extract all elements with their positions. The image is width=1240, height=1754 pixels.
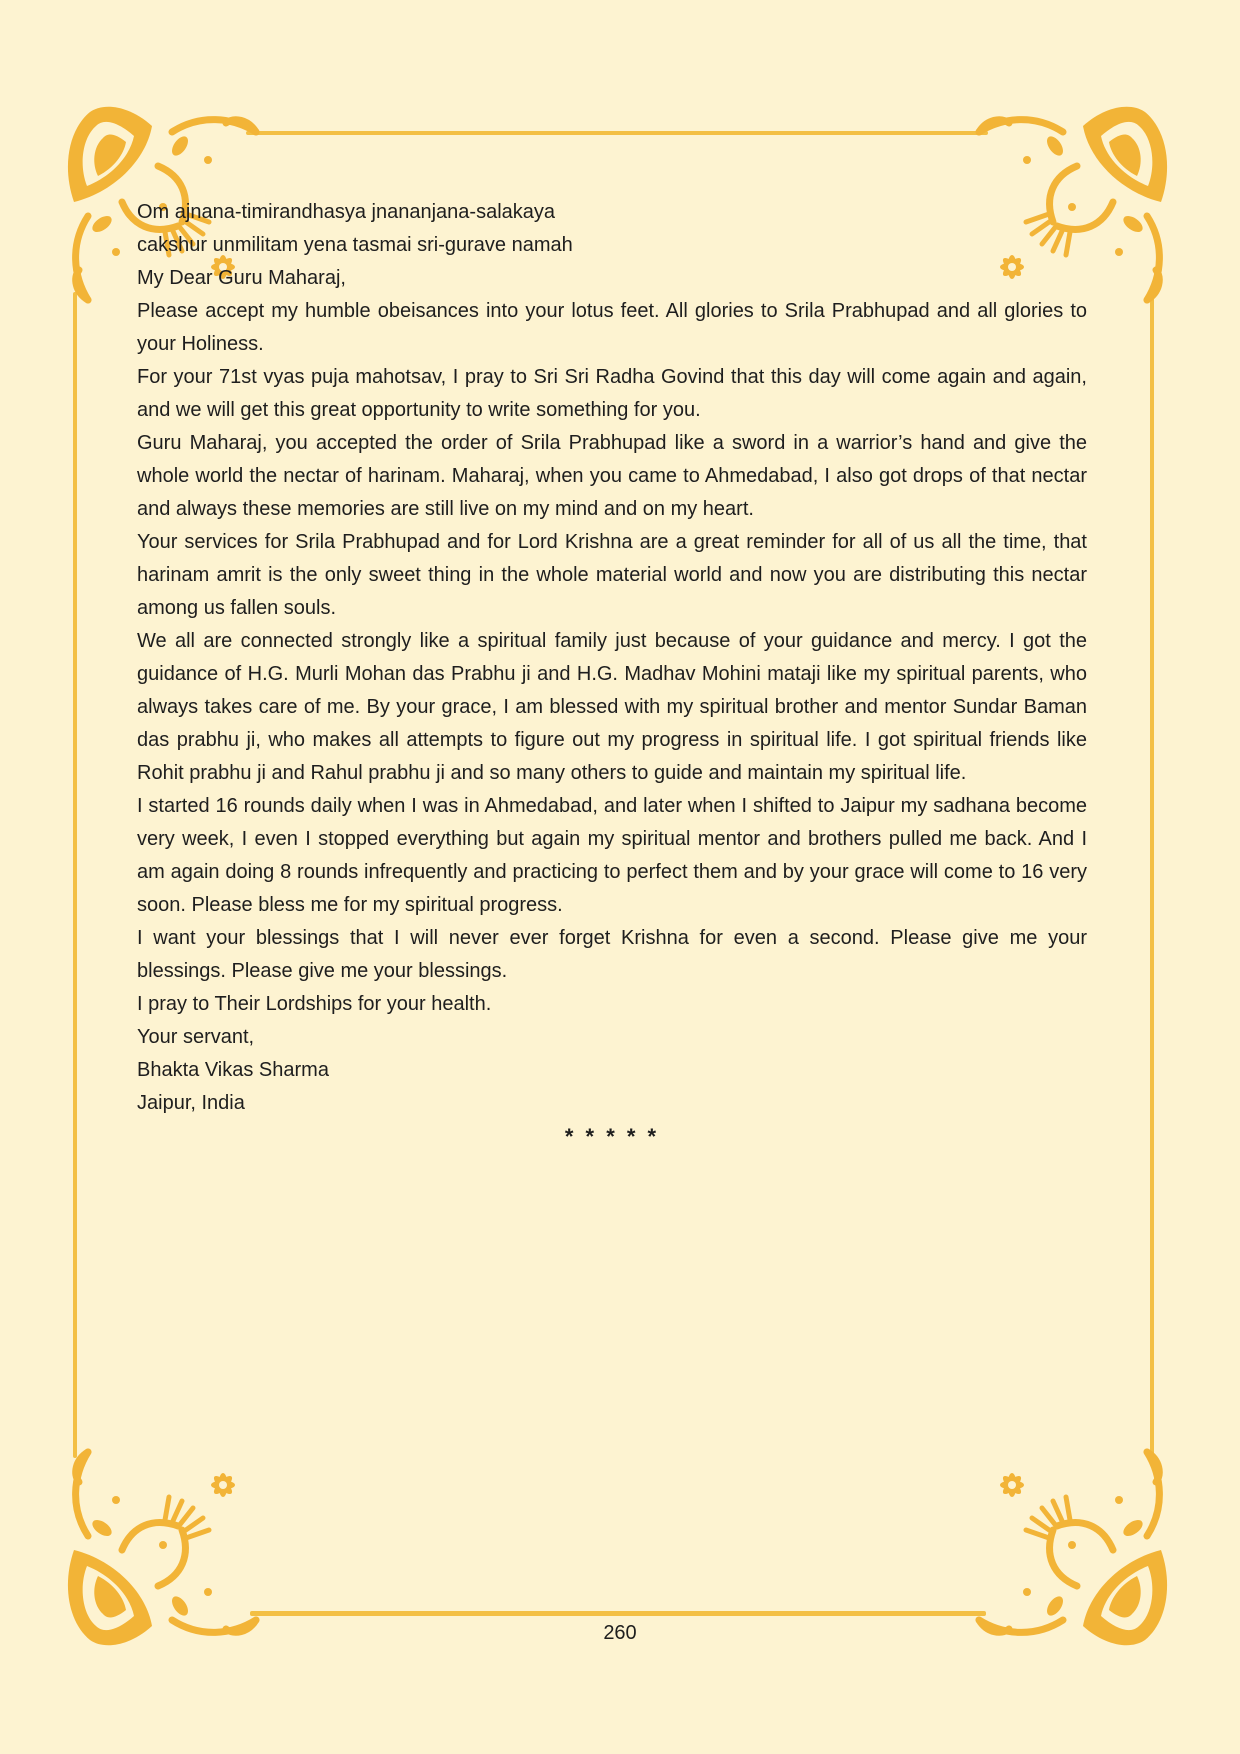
letter-body bbox=[137, 196, 1087, 1153]
letter-paragraph: For your 71st vyas puja mahotsav, I pray to Sri Sri Radha Govind that this day will come again and again, and we will get this great opportunity to write something for you. bbox=[137, 366, 1087, 421]
frame-rule-bottom bbox=[250, 1611, 986, 1616]
letter-paragraph: I started 16 rounds daily when I was in Ahmedabad, and later when I shifted to Jaipur my sadhana become very week, I even I stopped everything but again my spiritual mentor and brothers pulled me back. And I am again doing 8 rounds infrequently and practicing to perfect them and by your grace will come to 16 very soon. Please bless me for my spiritual progress. bbox=[137, 795, 1087, 916]
letter-paragraph: I pray to Their Lordships for your health. bbox=[137, 993, 492, 1015]
letter-paragraph: We all are connected strongly like a spiritual family just because of your guidance and mercy. I got the guidance of H.G. Murli Mohan das Prabhu ji and H.G. Madhav Mohini mataji like my spiritual parents, who always takes care of me. By your grace, I am blessed with my spiritual brother and mentor Sundar Baman das prabhu ji, who makes all attempts to figure out my progress in spiritual life. I got spiritual friends like Rohit prabhu ji and Rahul prabhu ji and so many others to guide and maintain my spiritual life. bbox=[137, 630, 1087, 784]
closing-line: Bhakta Vikas Sharma bbox=[137, 1059, 329, 1081]
closing-line: Your servant, bbox=[137, 1026, 255, 1048]
section-separator: * * * * * bbox=[564, 1124, 660, 1149]
letter-paragraph: I want your blessings that I will never ever forget Krishna for even a second. Please give me your blessings. Please give me your blessings. bbox=[137, 927, 1087, 982]
floral-corner-bottom-right-icon bbox=[970, 1443, 1175, 1648]
invocation-line: Om ajnana-timirandhasya jnananjana-salakaya bbox=[137, 201, 556, 223]
frame-rule-left bbox=[73, 292, 77, 1458]
letter-paragraph: Guru Maharaj, you accepted the order of Srila Prabhupad like a sword in a warrior’s hand and give the whole world the nectar of harinam. Maharaj, when you came to Ahmedabad, I also got drops of that nectar and always these memories are still live on my mind and on my heart. bbox=[137, 432, 1087, 520]
floral-corner-bottom-left-icon bbox=[60, 1443, 265, 1648]
letter-paragraph: Your services for Srila Prabhupad and for Lord Krishna are a great reminder for all of us all the time, that harinam amrit is the only sweet thing in the whole material world and now you are distributing this nectar among us fallen souls. bbox=[137, 531, 1087, 619]
invocation-line: cakshur unmilitam yena tasmai sri-gurave namah bbox=[137, 234, 573, 256]
frame-rule-top bbox=[246, 131, 988, 135]
salutation: My Dear Guru Maharaj, bbox=[137, 267, 346, 289]
frame-rule-right bbox=[1150, 292, 1154, 1458]
page-number: 260 bbox=[603, 1622, 637, 1644]
letter-paragraph: Please accept my humble obeisances into your lotus feet. All glories to Srila Prabhupad and all glories to your Holiness. bbox=[137, 300, 1087, 355]
closing-line: Jaipur, India bbox=[137, 1092, 245, 1114]
